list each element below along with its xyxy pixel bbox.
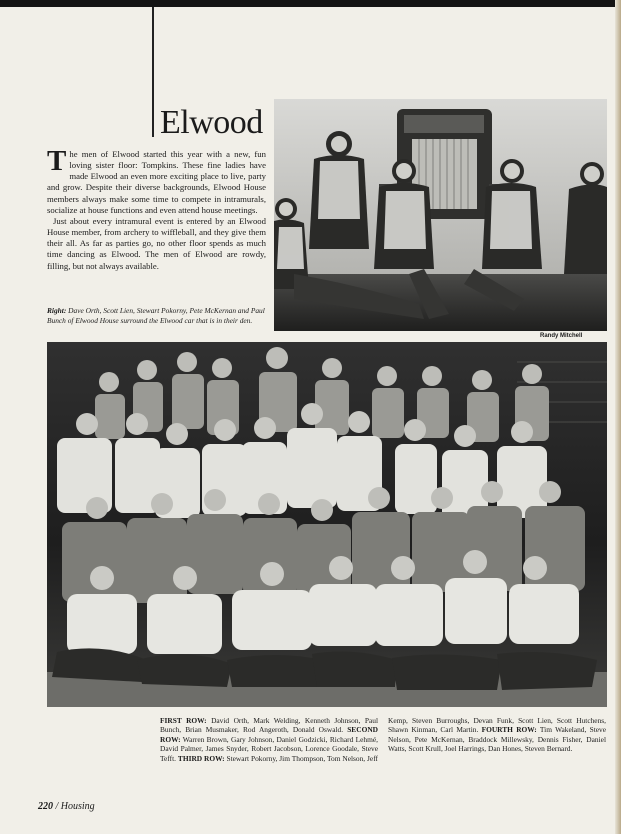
page-top-bar: [0, 0, 621, 7]
page-title: Elwood: [160, 104, 263, 141]
row-label-second: SECOND ROW:: [160, 725, 378, 744]
photo-credit: Randy Mitchell: [540, 333, 583, 339]
row-label-fourth: FOURTH ROW:: [481, 725, 537, 735]
intro-paragraph-1-text: he men of Elwood started this year with a new, fun loving sister floor: Tompkins. These fine ladies have made Elwood an even more exciting place to live, party and grow. Despite their diverse backgrounds, Elwood House members always make some time to compete in intramurals, socialize at house functions and even attend house meetings.: [47, 149, 266, 215]
intro-paragraph-1: [47, 145, 266, 216]
caption-text: Dave Orth, Scott Lien, Stewart Pokorny, Pete McKernan and Paul Bunch of Elwood House surround the Elwood car that is in their den.: [47, 306, 265, 325]
row-label-third: THIRD ROW:: [177, 753, 225, 763]
page-footer: [38, 801, 95, 812]
group-photo: [47, 342, 607, 707]
row-names-fourth: Tim Wakeland, Steve Nelson, Pete McKernan, Braddock Millewsky, Dennis Fisher, Daniel Watts, Scott Krull, Joel Harrings, Dan Hones, Steven Bernard.: [388, 725, 607, 754]
row-names-third: Stewart Pokorny, Jim Thompson, Tom Nelson, Jeff Kemp, Steven Burroughs, Devan Funk, Scott Lien, Scott Hutchens, Shawn Kinman, Carl Martin.: [226, 716, 606, 763]
row-names-first: David Orth, Mark Welding, Kenneth Johnson, Paul Bunch, Brian Musmaker, Rod Angeroth, Donald Oswald.: [160, 716, 378, 735]
photo-caption: [47, 306, 266, 325]
footer-separator: /: [53, 801, 61, 812]
intro-paragraph-2: Just about every intramural event is entered by an Elwood House member, from archery to wiffleball, and they give them their all. As far as parties go, no other floor spends as much time dancing as Elwood. The men of Elwood are rowdy, filling, but not always available.: [47, 215, 266, 271]
row-label-first: FIRST ROW:: [160, 716, 207, 725]
car-photo: [274, 99, 607, 331]
group-caption: [160, 716, 606, 763]
page-number: 220: [38, 801, 53, 812]
title-rule: [152, 7, 154, 137]
intro-text: [47, 145, 266, 272]
drop-cap: T: [47, 145, 67, 177]
page-edge: [615, 0, 621, 834]
group-photo-image: [47, 342, 607, 707]
car-photo-image: [274, 99, 607, 331]
footer-section-name: Housing: [60, 801, 95, 812]
caption-label: Right:: [47, 306, 67, 315]
row-names-second: Warren Brown, Gary Johnson, Daniel Godzicki, Richard Lehmé, David Palmer, James Snyder, Robert Jacobson, Lorence Goodale, Steve Tefft.: [160, 734, 378, 763]
